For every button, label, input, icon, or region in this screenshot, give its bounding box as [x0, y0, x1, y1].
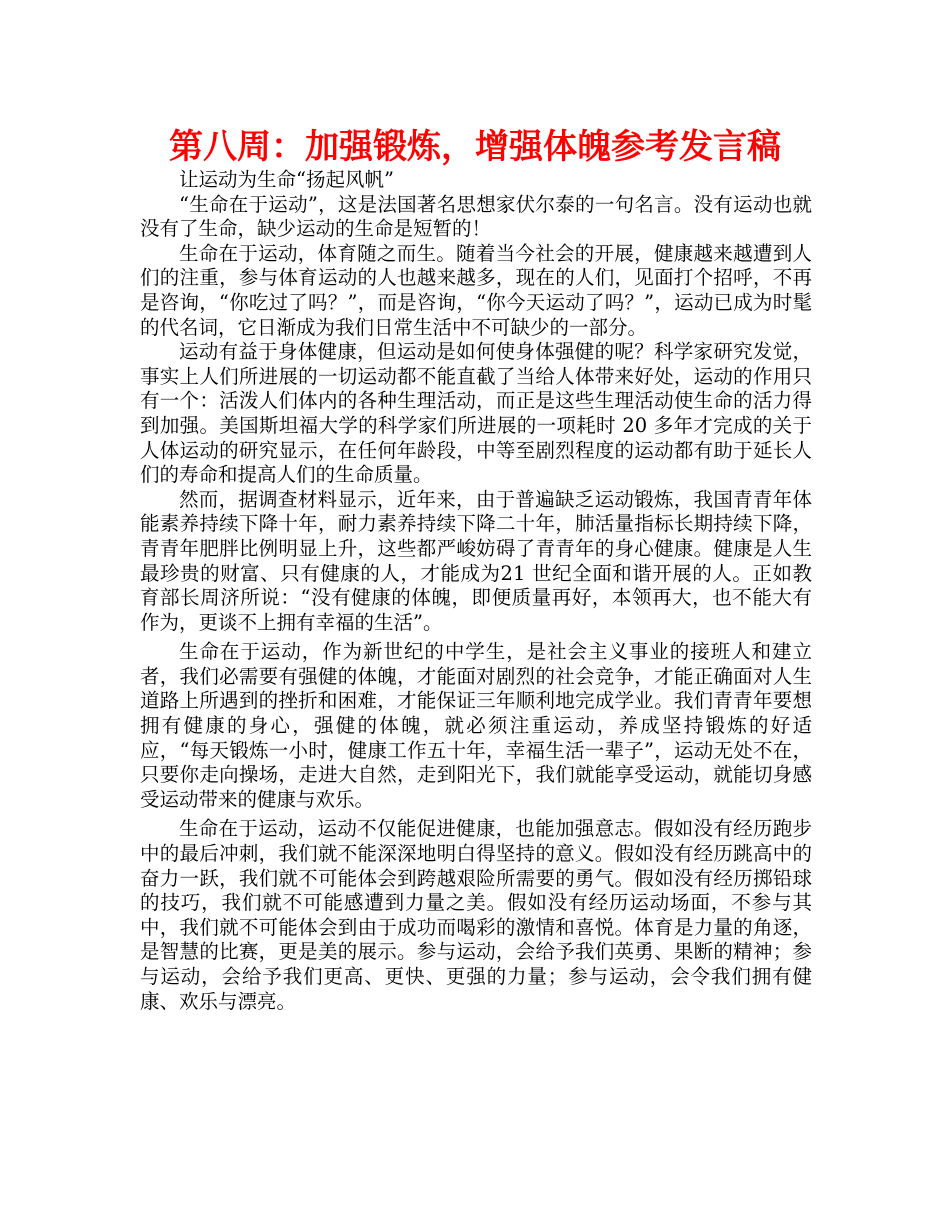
body-paragraph: 生命在于运动，作为新世纪的中学生，是社会主义事业的接班人和建立者，我们必需要有强健的体魄，才能面对剧烈的社会竞争，才能正确面对人生道路上所遇到的挫折和困难，才能保证三年顺利地完成学业。我们青青年要想拥有健康的身心，强健的体魄，就必须注重运动，养成坚持锻炼的好适应，“每天锻炼一小时，健康工作五十年，幸福生活一辈子”，运动无处不在，只要你走向操场，走进大自然，走到阳光下，我们就能享受运动，就能切身感受运动带来的健康与欢乐。: [140, 640, 812, 811]
body-paragraph: 然而，据调查材料显示，近年来，由于普遍缺乏运动锻炼，我国青青年体能素养持续下降十年，耐力素养持续下降二十年，肺活量指标长期持续下降，青青年肥胖比例明显上升，这些都严峻妨碍了青青年的身心健康。健康是人生最珍贵的财富、只有健康的人，才能成为21 世纪全面和谐开展的人。正如教育部长周济所说：“没有健康的体魄，即便质量再好，本领再大，也不能大有作为，更谈不上拥有幸福的生活”。: [140, 487, 812, 634]
body-paragraph: 运动有益于身体健康，但运动是如何使身体强健的呢？科学家研究发觉，事实上人们所进展的一切运动都不能直截了当给人体带来好处，运动的作用只有一个：活泼人们体内的各种生理活动，而正是这些生理活动使生命的活力得到加强。美国斯坦福大学的科学家们所进展的一项耗时 20 多年才完成的关于人体运动的研究显示，在任何年龄段，中等至剧烈程度的运动都有助于延长人们的寿命和提高人们的生命质量。: [140, 340, 812, 487]
body-paragraph: 生命在于运动，运动不仅能促进健康，也能加强意志。假如没有经历跑步中的最后冲刺，我们就不能深深地明白得坚持的意义。假如没有经历跳高中的奋力一跃，我们就不可能体会到跨越艰险所需要的勇气。假如没有经历掷铅球的技巧，我们就不可能感遭到力量之美。假如没有经历运动场面，不参与其中，我们就不可能体会到由于成功而喝彩的激情和喜悦。体育是力量的角逐，是智慧的比赛，更是美的展示。参与运动，会给予我们英勇、果断的精神；参与运动，会给予我们更高、更快、更强的力量；参与运动，会令我们拥有健康、欢乐与漂亮。: [140, 817, 812, 1013]
body-paragraph: “生命在于运动”，这是法国著名思想家伏尔泰的一句名言。没有运动也就没有了生命，缺少运动的生命是短暂的！: [140, 192, 812, 241]
document-body: [140, 168, 812, 1014]
body-paragraph: 生命在于运动，体育随之而生。随着当今社会的开展，健康越来越遭到人们的注重，参与体育运动的人也越来越多，现在的人们，见面打个招呼，不再是咨询，“你吃过了吗？”，而是咨询，“你今天运动了吗？”，运动已成为时髦的代名词，它日渐成为我们日常生活中不可缺少的一部分。: [140, 241, 812, 339]
subtitle-paragraph: 让运动为生命“扬起风帆”: [179, 168, 394, 191]
document-title: 第八周：加强锻炼，增强体魄参考发言稿: [169, 127, 781, 167]
